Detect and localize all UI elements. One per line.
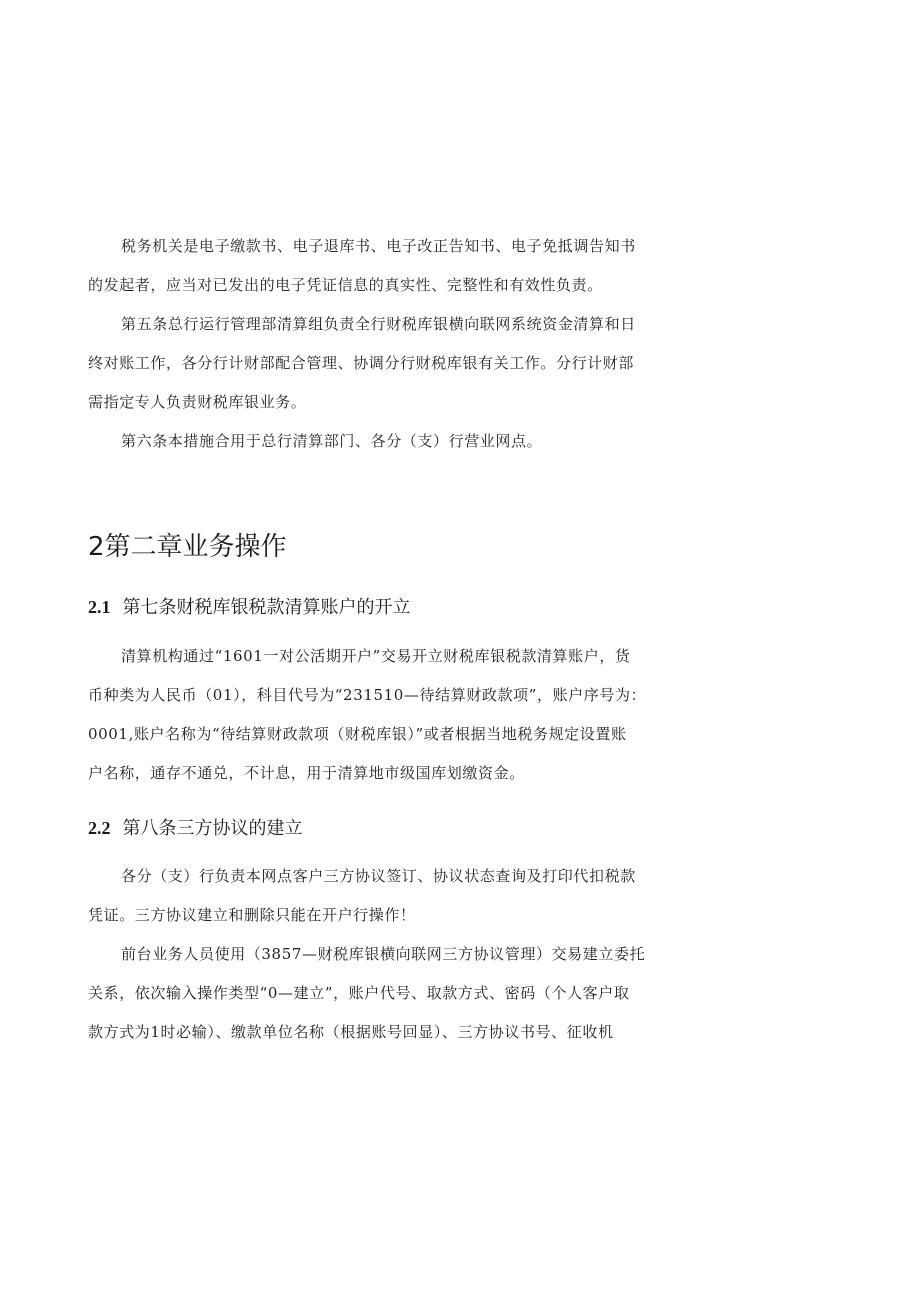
text-line: 关系，依次输入操作类型“0—建立”，账户代号、取款方式、密码（个人客户取 xyxy=(88,984,630,1002)
paragraph-tax-authority xyxy=(88,227,648,305)
text-line: 终对账工作，各分行计财部配合管理、协调分行财税库银有关工作。分行计财部 xyxy=(88,354,635,372)
text-line: 前台业务人员使用（3857—财税库银横向联网三方协议管理）交易建立委托 xyxy=(121,945,646,963)
paragraph-article-8-procedure xyxy=(88,935,648,1052)
text-line: 的发起者，应当对已发出的电子凭证信息的真实性、完整性和有效性负责。 xyxy=(88,276,603,294)
text-line: 第六条本措施合用于总行清算部门、各分（支）行营业网点。 xyxy=(121,432,543,450)
paragraph-article-8-intro xyxy=(88,857,648,935)
section-number: 2.2 xyxy=(88,818,111,838)
section-heading-2-2 xyxy=(88,814,303,840)
text-line: 税务机关是电子缴款书、电子退库书、电子改正告知书、电子免抵调告知书 xyxy=(121,237,636,255)
section-title: 第八条三方协议的建立 xyxy=(122,818,303,839)
section-title: 第七条财税库银税款清算账户的开立 xyxy=(122,597,411,618)
paragraph-article-6 xyxy=(88,422,648,461)
text-line: 0001,账户名称为“待结算财政款项（财税库银）”或者根据当地税务规定设置账 xyxy=(88,725,627,743)
text-line: 款方式为1时必输）、缴款单位名称（根据账号回显）、三方协议书号、征收机 xyxy=(88,1023,614,1041)
text-line: 第五条总行运行管理部清算组负责全行财税库银横向联网系统资金清算和日 xyxy=(121,315,636,333)
text-line: 需指定专人负责财税库银业务。 xyxy=(88,393,307,411)
section-number: 2.1 xyxy=(88,597,111,617)
paragraph-article-7 xyxy=(88,637,648,793)
section-heading-2-1 xyxy=(88,593,411,619)
text-line: 各分（支）行负责本网点客户三方协议签订、协议状态查询及打印代扣税款 xyxy=(121,867,636,885)
paragraph-article-5 xyxy=(88,305,648,422)
text-line: 户名称，通存不通兑，不计息，用于清算地市级国库划缴资金。 xyxy=(88,764,525,782)
text-line: 凭证。三方协议建立和删除只能在开户行操作！ xyxy=(88,906,416,924)
text-line: 清算机构通过“1601一对公活期开户”交易开立财税库银税款清算账户，货 xyxy=(121,647,631,665)
text-line: 币种类为人民币（01），科目代号为“231510—待结算财政款项”，账户序号为： xyxy=(88,686,647,704)
chapter-heading: 2第二章业务操作 xyxy=(88,532,287,562)
